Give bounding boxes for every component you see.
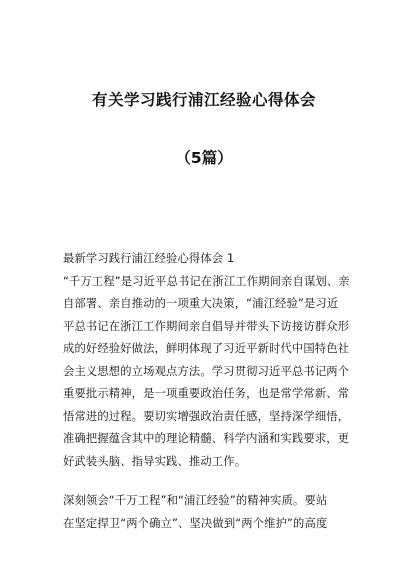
paragraph-line: 重要批示精神，是一项重要政治任务，也是常学常新、常 (63, 387, 350, 400)
paragraph-line: 成的好经验好做法，鲜明体现了习近平新时代中国特色社 (63, 342, 350, 355)
paragraph-line: 在坚定捍卫“两个确立”、坚决做到“两个维护”的高度 (63, 516, 328, 530)
paragraph-line: 平总书记在浙江工作期间亲自倡导并带头下访接访群众形 (63, 319, 350, 333)
paragraph-line: 悟常进的过程。要切实增强政治责任感，坚持深学细悟， (63, 409, 350, 423)
paragraph-spacer (63, 473, 353, 490)
paragraph-line: 好武装头脑、指导实践、推动工作。 (63, 454, 247, 468)
article-count: （5篇） (175, 149, 233, 167)
paragraph-line: “千万工程”是习近平总书记在浙江工作期间亲自谋划、亲 (63, 274, 350, 288)
document-title: 有关学习践行浦江经验心得体会 (91, 91, 316, 109)
paragraph-line: 自部署、亲自推动的一项重大决策，“浦江经验”是习近 (63, 297, 339, 310)
section-heading: 最新学习践行浦江经验心得体会 1 (63, 252, 235, 265)
paragraph-line: 深刻领会“千万工程”和“浦江经验”的精神实质。要站 (63, 494, 328, 507)
paragraph-1 (63, 271, 353, 474)
paragraph-line: 准确把握蕴含其中的理论精髓、科学内涵和实践要求，更 (63, 432, 350, 445)
paragraph-2 (63, 490, 353, 535)
document-body (63, 248, 353, 535)
paragraph-line: 会主义思想的立场观点方法。学习贯彻习近平总书记两个 (63, 364, 350, 378)
